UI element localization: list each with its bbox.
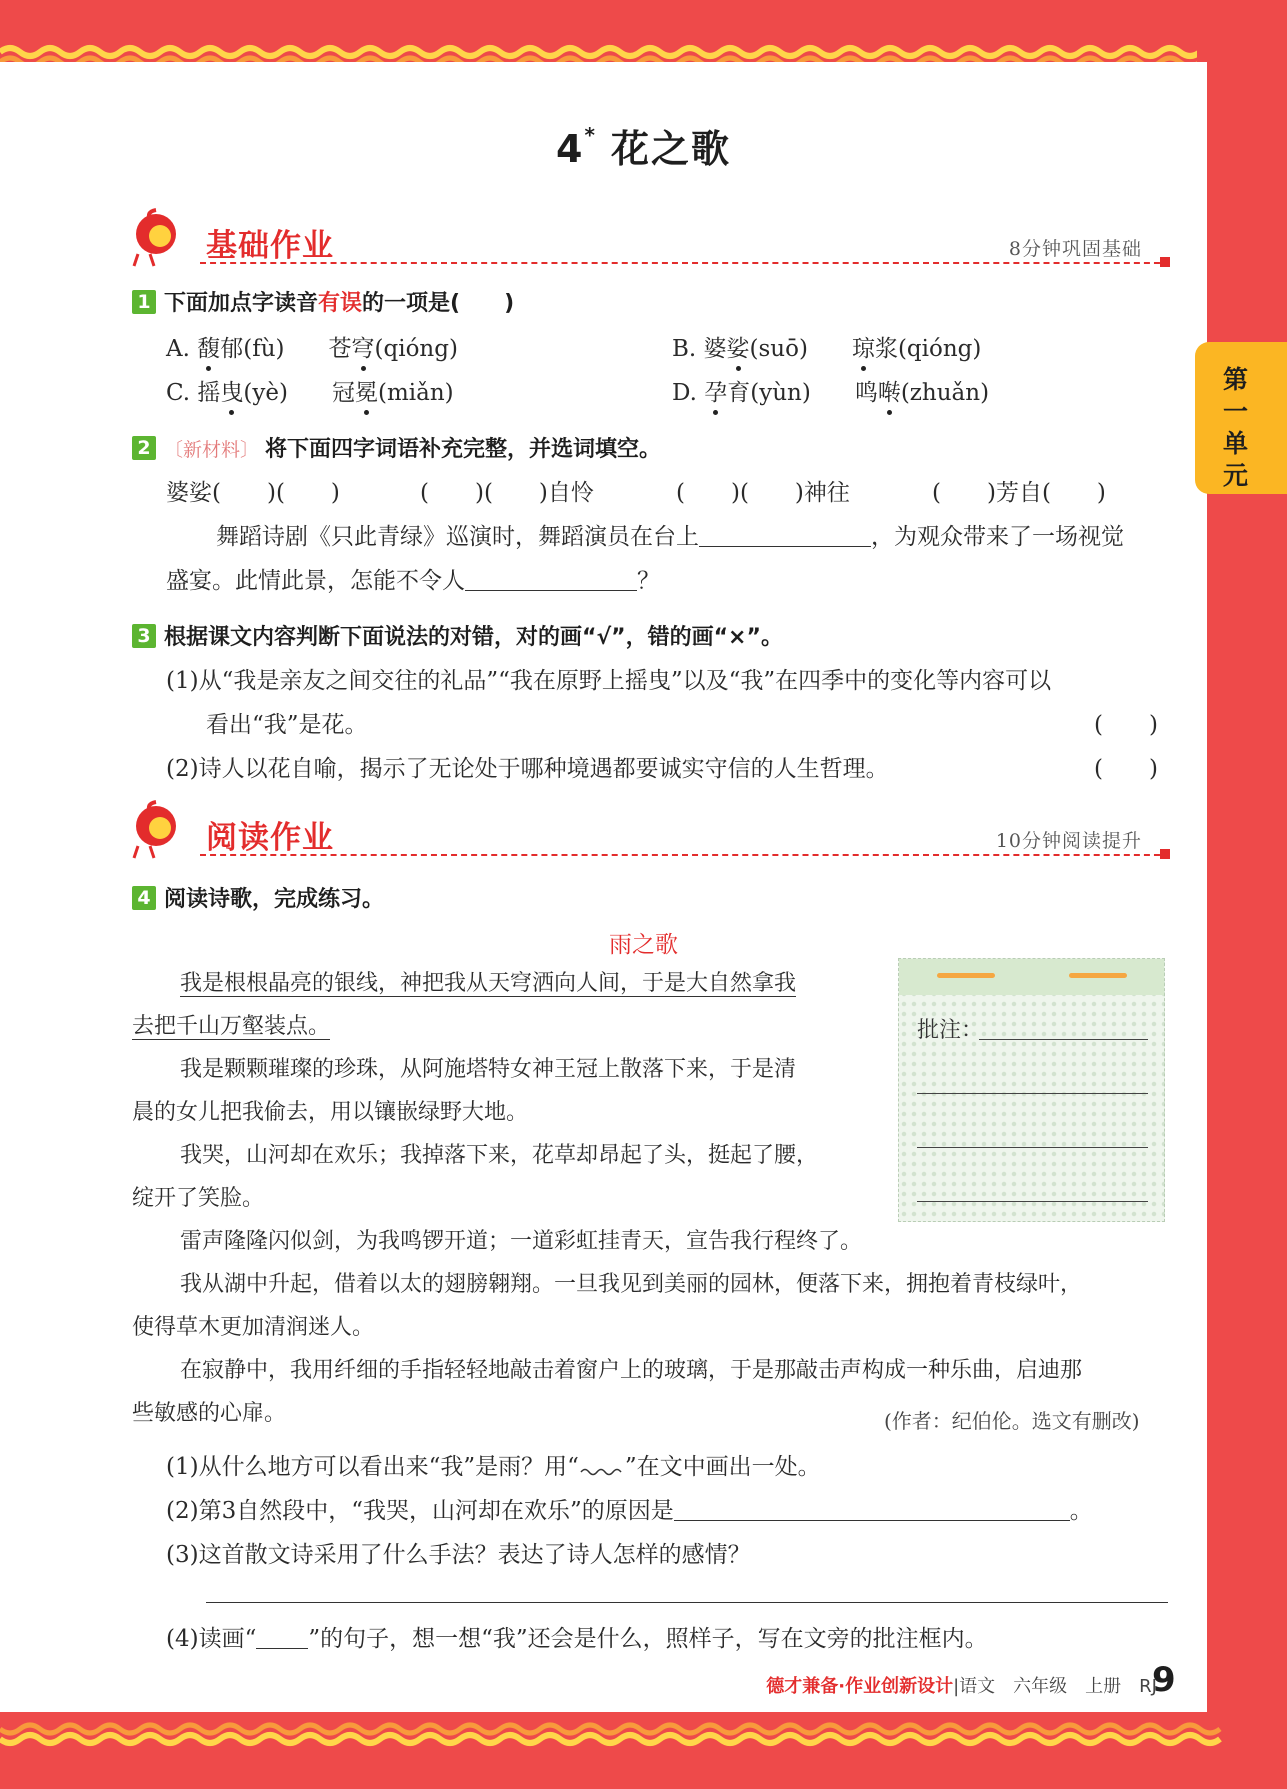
poem-para-5: 我从湖中升起，借着以太的翅膀翱翔。一旦我见到美丽的园林，便落下来，拥抱着青枝绿叶， 使得草木更加清润迷人。 [132,1272,1083,1340]
section-time-hint: 10分钟阅读提升 [995,830,1142,852]
page-number: 9 [1152,1660,1176,1700]
statement-2: (2)诗人以花自喻，揭示了无论处于哪种境遇都要诚实守信的人生哲理。 [166,756,889,782]
idiom-fill-4[interactable]: ( )芳自( ) [932,480,1106,506]
footer-series: 德才兼备·作业创新设计|语文 六年级 上册 RJ [766,1676,1157,1697]
annotation-line[interactable] [917,1147,1148,1148]
poem-para-6: 在寂静中，我用纤细的手指轻轻地敲击着窗户上的玻璃，于是那敲击声构成一种乐曲，启迪那 些敏感的心扉。 [132,1358,1083,1426]
lesson-title: 4* 花之歌 [556,123,731,171]
question-1-prompt: 1 下面加点字读音有误的一项是( ) [132,286,514,317]
annotation-label: 批注： [917,1018,984,1043]
fill-sentence-2: 盛宴。此情此景，怎能不令人 ？ [166,568,660,594]
section-title: 阅读作业 [206,820,334,856]
section-divider [200,854,1170,856]
divider-end-square [1160,257,1170,267]
option-a[interactable]: A. 馥郁(fù) 苍穹(qióng) [166,330,458,363]
speaker-mascot-icon [130,208,188,268]
speaker-mascot-icon [130,800,188,860]
unit-tab[interactable]: 第一单元 [1195,342,1287,494]
binder-ring-icon [1069,973,1127,978]
annotation-line[interactable] [917,1093,1148,1094]
idiom-fill-1[interactable]: 婆娑( )( ) [166,480,340,506]
poem-para-2: 我是颗颗璀璨的珍珠，从阿施塔特女神王冠上散落下来，于是清 晨的女儿把我偷去，用以镶嵌绿野大地。 [132,1057,797,1125]
section-basic-header [130,208,1170,274]
annotation-box[interactable] [898,958,1165,1222]
wavy-border-bottom [0,1709,1287,1789]
poem-title: 雨之歌 [609,932,678,958]
section-title: 基础作业 [206,228,334,264]
poem-attribution: (作者：纪伯伦。选文有删改) [884,1409,1140,1433]
sub-question-1: (1)从什么地方可以看出来“我”是雨？用“ ”在文中画出一处。 [166,1454,821,1480]
judge-paren-2[interactable]: ( ) [1094,756,1158,782]
answer-blank[interactable] [674,1498,1070,1521]
divider-end-square [1160,849,1170,859]
answer-blank[interactable] [699,524,871,547]
question-2-prompt: 2 〔新材料〕 将下面四字词语补充完整，并选词填空。 [132,432,661,463]
sub-question-4: (4)读画“ ”的句子，想一想“我”还会是什么，照样子，写在文旁的批注框内。 [166,1626,988,1652]
section-reading-header [130,800,1170,866]
annotation-line[interactable] [979,1039,1148,1040]
answer-line[interactable] [206,1602,1168,1603]
poem-para-3: 我哭，山河却在欢乐；我掉落下来，花草却昂起了头，挺起了腰， 绽开了笑脸。 [132,1143,819,1211]
fill-sentence-1: 舞蹈诗剧《只此青绿》巡演时，舞蹈演员在台上 ，为观众带来了一场视觉 [216,524,1124,550]
sub-question-3: (3)这首散文诗采用了什么手法？表达了诗人怎样的感情？ [166,1542,751,1568]
binder-ring-icon [937,973,995,978]
option-c[interactable]: C. 摇曳(yè) 冠冕(miǎn) [166,374,454,407]
sample-underline [256,1626,308,1649]
option-b[interactable]: B. 婆娑(suō) 琼浆(qióng) [672,330,981,363]
annotation-line[interactable] [917,1201,1148,1202]
wavy-border-right [1197,0,1287,1789]
idiom-fill-3[interactable]: ( )( )神往 [676,480,850,506]
judge-paren-1[interactable]: ( ) [1094,712,1158,738]
sub-question-2: (2)第3自然段中，“我哭，山河却在欢乐”的原因是 。 [166,1498,1093,1524]
section-time-hint: 8分钟巩固基础 [1008,238,1142,260]
wavy-underline-icon [579,1464,625,1478]
section-divider [200,262,1170,264]
poem-para-4: 雷声隆隆闪似剑，为我鸣锣开道；一道彩虹挂青天，宣告我行程终了。 [180,1229,863,1254]
poem-para-1: 我是根根晶亮的银线，神把我从天穹洒向人间，于是大自然拿我 去把千山万壑装点。 [132,971,797,1039]
idiom-fill-2[interactable]: ( )( )自怜 [420,480,594,506]
statement-1-line-1: (1)从“我是亲友之间交往的礼品”“我在原野上摇曳”以及“我”在四季中的变化等内容可以 [166,668,1052,694]
answer-blank[interactable] [465,568,637,591]
question-3-prompt: 3 根据课文内容判断下面说法的对错，对的画“√”，错的画“×”。 [132,620,783,651]
option-d[interactable]: D. 孕育(yùn) 鸣啭(zhuǎn) [672,374,989,407]
statement-1-line-2: 看出“我”是花。 [206,712,368,738]
question-4-prompt: 4 阅读诗歌，完成练习。 [132,882,384,913]
